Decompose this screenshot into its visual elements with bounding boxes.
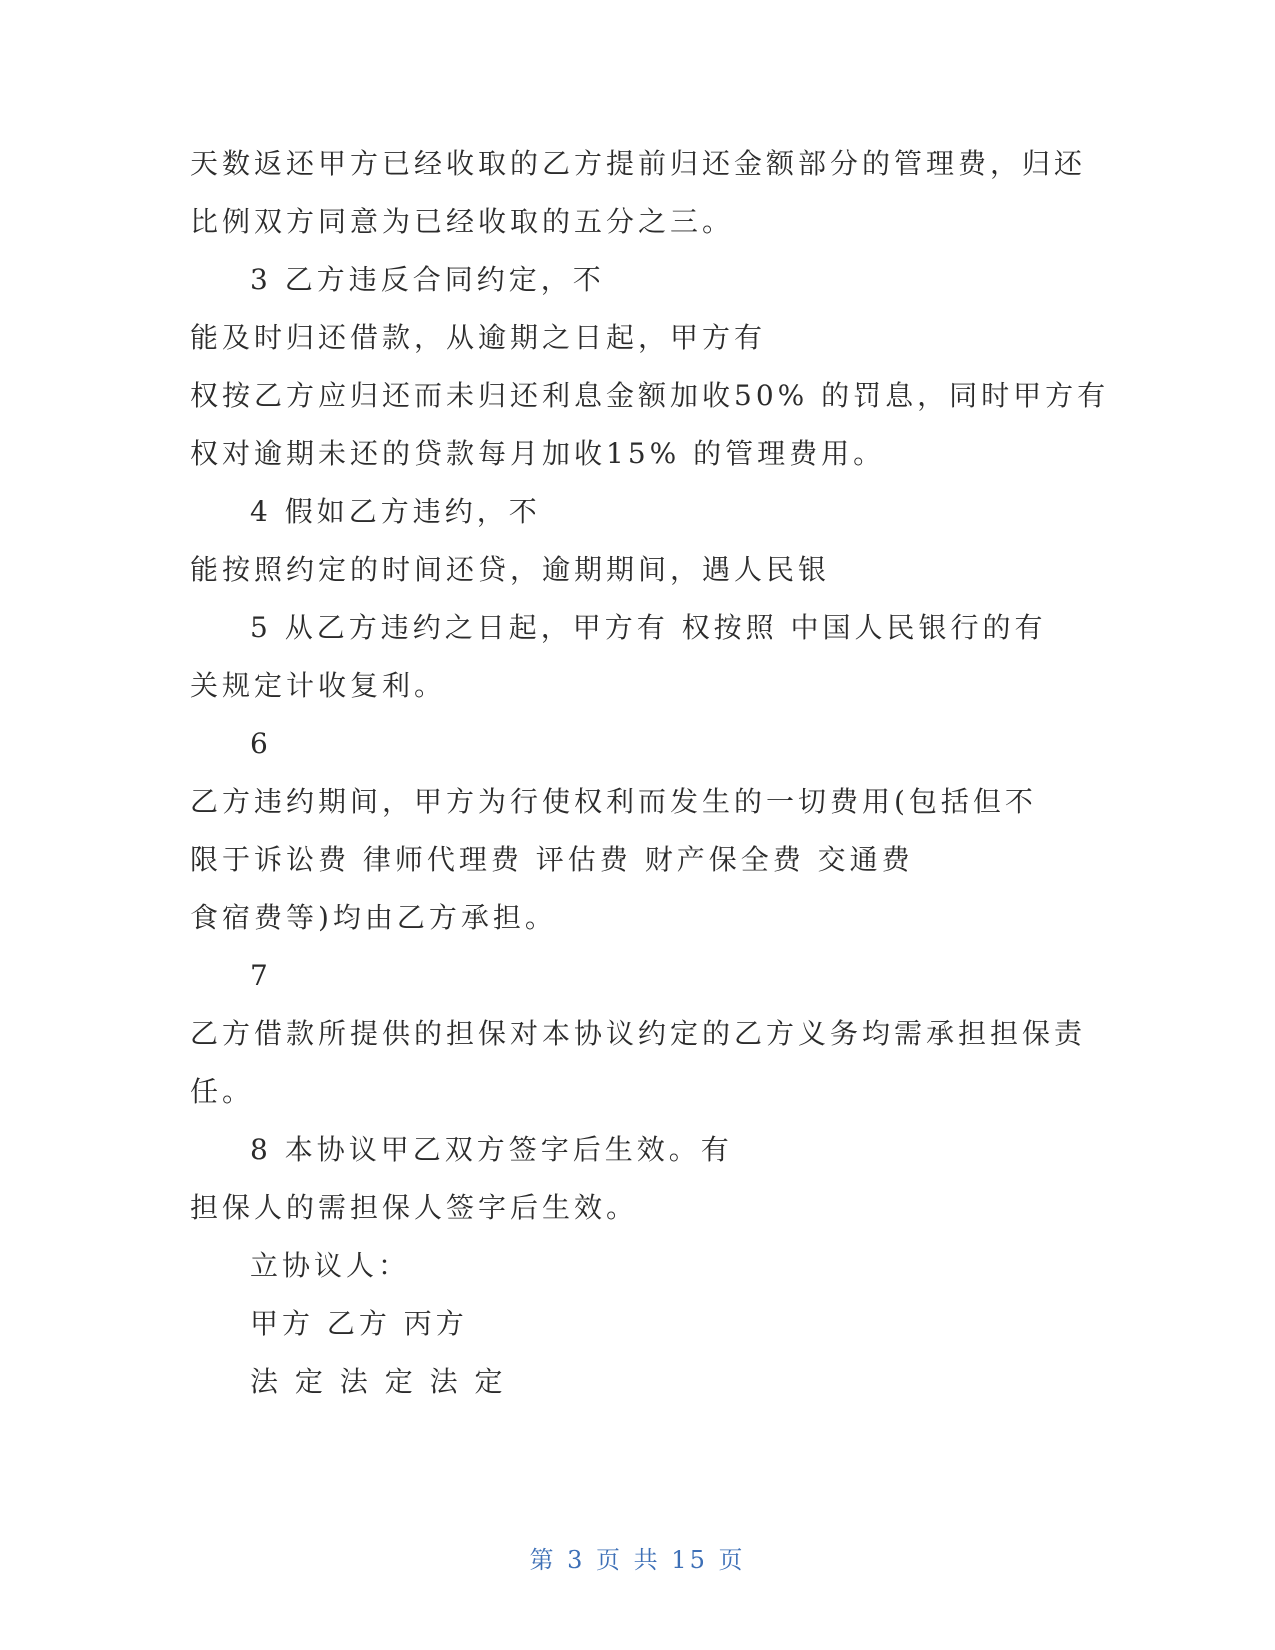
clause-6-number: 6 [250,727,272,760]
text-line: 比例双方同意为已经收取的五分之三。 [190,205,735,238]
text-line: 担保人的需担保人签字后生效。 [190,1191,639,1224]
text-line: 乙方违约期间，甲方为行使权利而发生的一切费用(包括但不 [190,785,1037,818]
clause-4-heading: 4 假如乙方违约，不 [250,495,541,528]
parties-line: 甲方 乙方 丙方 [250,1307,468,1340]
text-line: 能及时归还借款，从逾期之日起，甲方有 [190,321,767,354]
text-line: 食宿费等)均由乙方承担。 [190,901,557,934]
text-line: 任。 [190,1075,255,1108]
text-line: 乙方借款所提供的担保对本协议约定的乙方义务均需承担担保责 [190,1017,1087,1050]
text-line: 权对逾期未还的贷款每月加收15% 的管理费用。 [190,437,886,470]
page-number-footer [0,1545,1275,1575]
text-line: 天数返还甲方已经收取的乙方提前归还金额部分的管理费，归还 [190,147,1087,180]
signatories-label: 立协议人： [250,1249,411,1282]
text-line: 限于诉讼费 律师代理费 评估费 财产保全费 交通费 [190,843,914,876]
text-line: 权按乙方应归还而未归还利息金额加收50% 的罚息，同时甲方有 [190,379,1110,412]
clause-7-number: 7 [250,959,272,992]
text-line: 能按照约定的时间还贷，逾期期间，遇人民银 [190,553,831,586]
clause-5-heading: 5 从乙方违约之日起，甲方有 权按照 中国人民银行的有 [250,611,1047,644]
legal-rep-line: 法 定 法 定 法 定 [250,1365,507,1398]
clause-8-heading: 8 本协议甲乙双方签字后生效。有 [250,1133,733,1166]
clause-3-heading: 3 乙方违反合同约定，不 [250,263,605,296]
page-number-label: 第 3 页 共 15 页 [529,1546,746,1574]
text-line: 关规定计收复利。 [190,669,447,702]
